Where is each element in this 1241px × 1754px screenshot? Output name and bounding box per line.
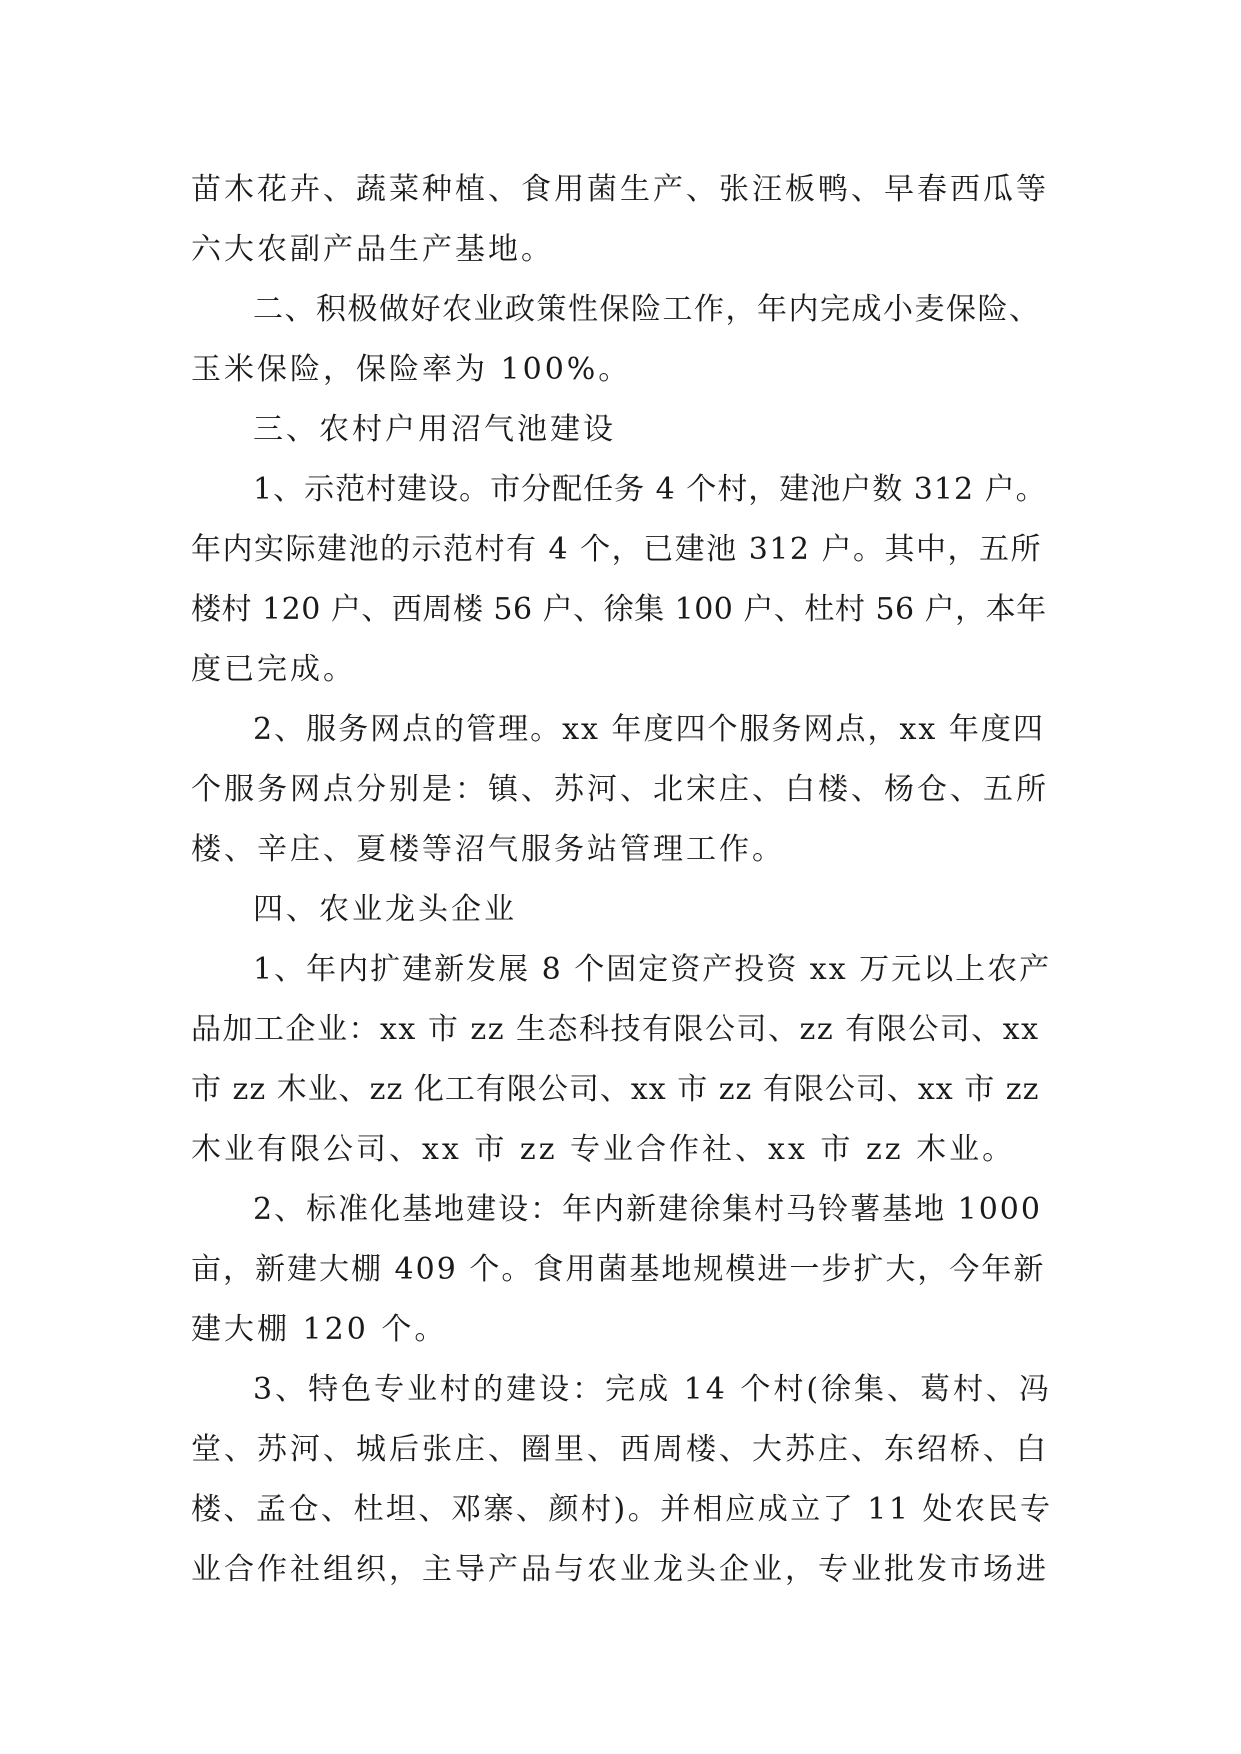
text-line: 三、农村户用沼气池建设 — [253, 412, 616, 447]
text-line: 亩，新建大棚 409 个。食用菌基地规模进一步扩大，今年新 — [191, 1252, 1046, 1287]
text-line: 楼村 120 户、西周楼 56 户、徐集 100 户、杜村 56 户，本年 — [191, 592, 1047, 627]
text-line: 楼、孟仓、杜坦、邓寨、颜村)。并相应成立了 11 处农民专 — [191, 1492, 1053, 1527]
text-line: 苗木花卉、蔬菜种植、食用菌生产、张汪板鸭、早春西瓜等 — [191, 172, 1049, 207]
text-line: 楼、辛庄、夏楼等沼气服务站管理工作。 — [191, 832, 785, 867]
text-line: 六大农副产品生产基地。 — [191, 232, 554, 267]
text-line: 市 zz 木业、zz 化工有限公司、xx 市 zz 有限公司、xx 市 zz — [191, 1072, 1040, 1107]
text-line: 堂、苏河、城后张庄、圈里、西周楼、大苏庄、东绍桥、白 — [191, 1432, 1049, 1467]
text-line: 2、标准化基地建设：年内新建徐集村马铃薯基地 1000 — [253, 1192, 1042, 1227]
text-line: 二、积极做好农业政策性保险工作，年内完成小麦保险、 — [253, 292, 1041, 327]
text-line: 1、示范村建设。市分配任务 4 个村，建池户数 312 户。 — [253, 472, 1047, 507]
text-line: 3、特色专业村的建设：完成 14 个村(徐集、葛村、冯 — [253, 1372, 1053, 1407]
text-line: 年内实际建池的示范村有 4 个，已建池 312 户。其中，五所 — [191, 532, 1042, 567]
text-line: 木业有限公司、xx 市 zz 专业合作社、xx 市 zz 木业。 — [191, 1132, 1016, 1167]
text-line: 个服务网点分别是：镇、苏河、北宋庄、白楼、杨仓、五所 — [191, 772, 1049, 807]
text-line: 四、农业龙头企业 — [253, 892, 517, 927]
text-line: 1、年内扩建新发展 8 个固定资产投资 xx 万元以上农产 — [253, 952, 1052, 987]
text-line: 品加工企业：xx 市 zz 生态科技有限公司、zz 有限公司、xx — [191, 1012, 1040, 1047]
text-line: 建大棚 120 个。 — [191, 1312, 448, 1347]
text-line: 2、服务网点的管理。xx 年度四个服务网点，xx 年度四 — [253, 712, 1045, 747]
text-line: 业合作社组织，主导产品与农业龙头企业，专业批发市场进 — [191, 1552, 1049, 1587]
document-body — [191, 160, 1051, 1600]
text-line: 玉米保险，保险率为 100%。 — [191, 352, 632, 387]
text-line: 度已完成。 — [191, 652, 356, 687]
